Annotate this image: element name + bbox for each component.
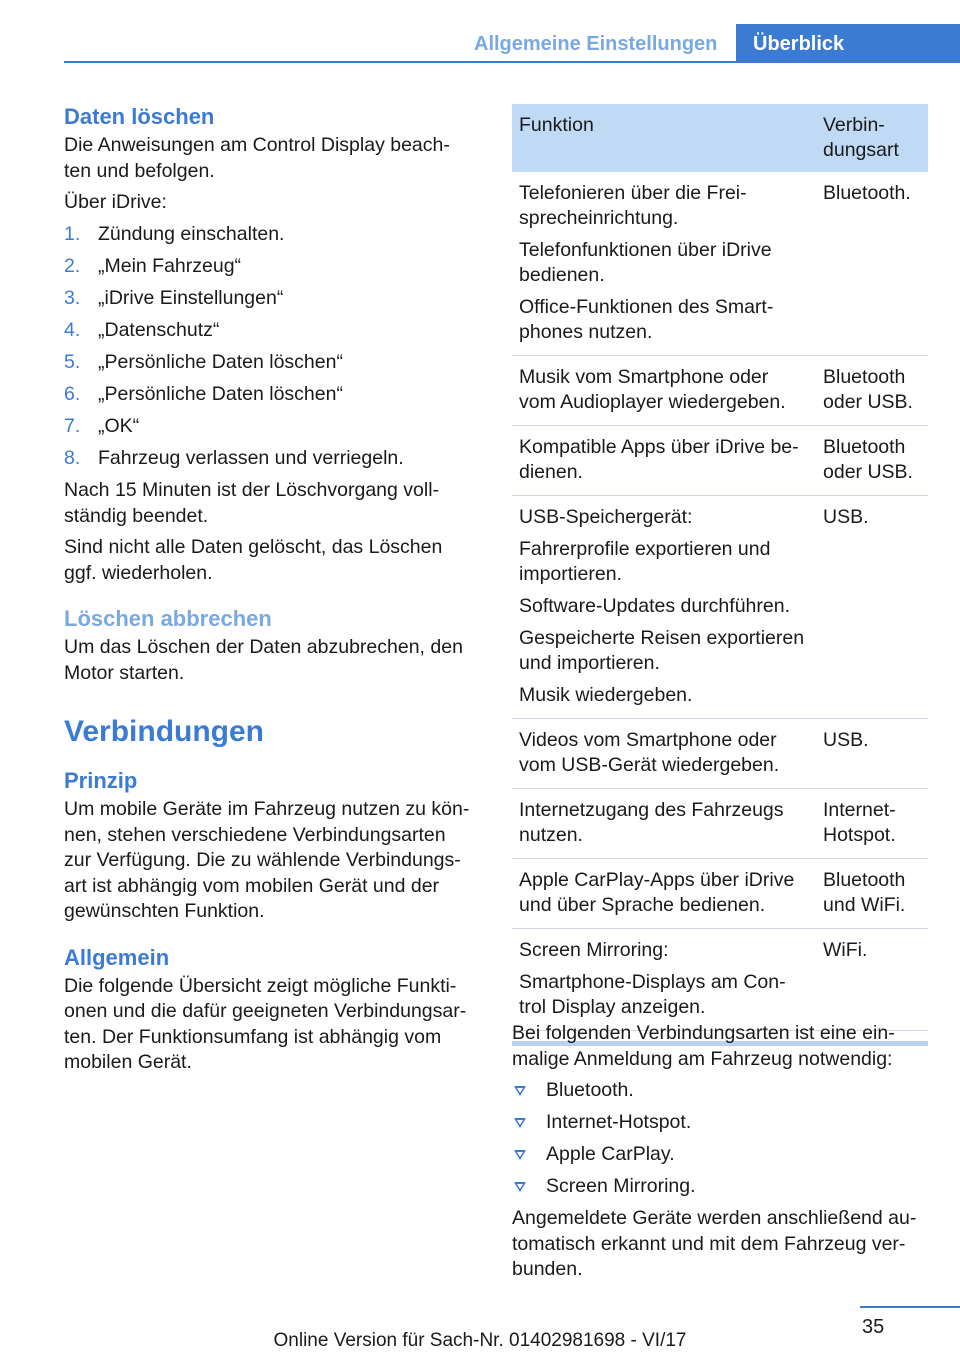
step-item (64, 254, 484, 280)
footer-text: Online Version für Sach-Nr. 01402981698 - VI/17 (273, 1330, 687, 1351)
left-column (64, 104, 484, 1076)
paragraph: Über iDrive: (64, 191, 167, 213)
heading-verbindungen: Verbindungen (64, 715, 265, 749)
funktion-text: Fahrerprofile exportieren und importieren. (519, 538, 771, 585)
table-cell-funktion (512, 365, 816, 415)
header-tab-label: Überblick (753, 33, 845, 55)
table-cell-funktion (512, 505, 816, 708)
step-text: „Datenschutz“ (98, 318, 220, 341)
table-cell-funktion (512, 938, 816, 1020)
bullet-item (512, 1110, 932, 1136)
step-text: „Mein Fahrzeug“ (98, 254, 242, 277)
funktion-text: Smartphone-Displays am Con- trol Display anzeigen. (519, 971, 786, 1018)
table-cell-verbindungsart: Bluetooth oder USB. (823, 436, 913, 483)
table-cell-funktion (512, 798, 816, 848)
step-text: „Persönliche Daten löschen“ (98, 350, 343, 373)
paragraph: Um mobile Geräte im Fahrzeug nutzen zu kön- nen, stehen verschiedene Verbindungsarten zur Verfügung. Die zu wählende Verbindungs- art ist abhängig vom mobilen Gerät und der gewünschten Funktion. (64, 798, 470, 923)
funktion-text: Musik wiedergeben. (519, 684, 693, 706)
step-text: „OK“ (98, 415, 140, 438)
table-cell-verbindungsart: Bluetooth oder USB. (823, 366, 913, 413)
header-tab (736, 24, 960, 62)
paragraph: Um das Löschen der Daten abzubrechen, den Motor starten. (64, 636, 463, 684)
table-cell-funktion (512, 728, 816, 778)
bullet-text: Bluetooth. (546, 1079, 634, 1101)
heading-loeschen-abbrechen: Löschen abbrechen (64, 606, 272, 632)
table-cell-verbindungsart: Bluetooth. (823, 182, 911, 204)
step-number: 7. (64, 415, 81, 438)
step-item (64, 350, 484, 376)
step-item (64, 382, 484, 408)
table-header-verbindungsart: Verbin- dungsart (823, 114, 899, 161)
page-number: 35 (862, 1316, 885, 1338)
funktion-text: Office-Funktionen des Smart- phones nutzen. (519, 296, 774, 343)
table-header-funktion: Funktion (519, 114, 594, 136)
funktion-text: Screen Mirroring: (519, 939, 669, 961)
table-cell-funktion (512, 181, 816, 345)
table-cell-verbindungsart: Internet- Hotspot. (823, 799, 896, 846)
table-body (512, 172, 928, 1031)
table-cell-funktion (512, 435, 816, 485)
heading-allgemein: Allgemein (64, 944, 170, 970)
step-item (64, 414, 484, 440)
table-row (512, 426, 928, 496)
step-number: 1. (64, 222, 81, 245)
connections-table (512, 104, 928, 1046)
step-item (64, 286, 484, 312)
funktion-text: Gespeicherte Reisen exportieren und importieren. (519, 627, 805, 674)
table-row (512, 789, 928, 859)
paragraph: Die Anweisungen am Control Display beach- ten und befolgen. (64, 134, 450, 182)
bullet-text: Internet-Hotspot. (546, 1111, 692, 1134)
bullet-item (512, 1142, 932, 1168)
funktion-text: Telefonfunktionen über iDrive bedienen. (519, 239, 772, 286)
paragraph: Die folgende Übersicht zeigt mögliche Funkti- onen und die dafür geeigneten Verbindungsar- ten. Der Funktionsumfang ist abhängig vom mobilen Gerät. (64, 974, 467, 1074)
funktion-text: Musik vom Smartphone oder vom Audioplayer wiedergeben. (519, 366, 786, 413)
heading-daten-loeschen: Daten löschen (64, 104, 215, 129)
table-cell-verbindungsart: USB. (823, 506, 869, 528)
step-number: 5. (64, 350, 81, 373)
bullet-text: Screen Mirroring. (546, 1175, 696, 1198)
table-cell-verbindungsart: USB. (823, 729, 869, 751)
step-number: 6. (64, 382, 81, 405)
funktion-text: Telefonieren über die Frei- sprecheinrichtung. (519, 182, 747, 229)
triangle-bullet-icon (514, 1086, 526, 1096)
step-text: Fahrzeug verlassen und verriegeln. (98, 447, 404, 470)
step-number: 4. (64, 318, 81, 341)
funktion-text: Apple CarPlay-Apps über iDrive und über Sprache bedienen. (519, 869, 795, 916)
step-text: „Persönliche Daten löschen“ (98, 382, 343, 405)
table-row (512, 172, 928, 356)
table-row (512, 719, 928, 789)
funktion-text: Kompatible Apps über iDrive be- dienen. (519, 436, 799, 483)
table-row (512, 929, 928, 1031)
bullet-text: Apple CarPlay. (546, 1143, 675, 1166)
footer-rule (860, 1306, 960, 1308)
header-rule (64, 61, 960, 63)
header-section-title: Allgemeine Einstellungen (474, 33, 718, 55)
step-item (64, 222, 484, 248)
table-cell-funktion (512, 868, 816, 918)
step-text: Zündung einschalten. (98, 222, 285, 245)
bullet-item (512, 1078, 932, 1104)
funktion-text: Internetzugang des Fahrzeugs nutzen. (519, 799, 784, 846)
triangle-bullet-icon (514, 1118, 526, 1128)
bullet-list (512, 1078, 932, 1200)
step-number: 2. (64, 254, 81, 277)
step-text: „iDrive Einstellungen“ (98, 286, 284, 309)
paragraph: Bei folgenden Verbindungsarten ist eine ein- malige Anmeldung am Fahrzeug notwendig: (512, 1022, 895, 1070)
step-number: 8. (64, 447, 81, 470)
triangle-bullet-icon (514, 1150, 526, 1160)
triangle-bullet-icon (514, 1182, 526, 1192)
bullet-item (512, 1174, 932, 1200)
funktion-text: USB-Speichergerät: (519, 506, 693, 528)
funktion-text: Software-Updates durchführen. (519, 595, 790, 617)
right-text-block (512, 1018, 932, 1283)
table-row (512, 356, 928, 426)
step-item (64, 446, 484, 472)
paragraph: Angemeldete Geräte werden anschließend au- tomatisch erkannt und mit dem Fahrzeug ver- bunden. (512, 1207, 917, 1281)
table-row (512, 496, 928, 719)
table-header (512, 104, 928, 172)
step-number: 3. (64, 286, 81, 309)
paragraph: Sind nicht alle Daten gelöscht, das Löschen ggf. wiederholen. (64, 536, 443, 584)
step-item (64, 318, 484, 344)
funktion-text: Videos vom Smartphone oder vom USB-Gerät wiedergeben. (519, 729, 780, 776)
table-cell-verbindungsart: Bluetooth und WiFi. (823, 869, 906, 916)
steps-list (64, 222, 484, 472)
table-cell-verbindungsart: WiFi. (823, 939, 868, 961)
heading-prinzip: Prinzip (64, 768, 138, 794)
paragraph: Nach 15 Minuten ist der Löschvorgang voll- ständig beendet. (64, 479, 440, 527)
table-row (512, 859, 928, 929)
